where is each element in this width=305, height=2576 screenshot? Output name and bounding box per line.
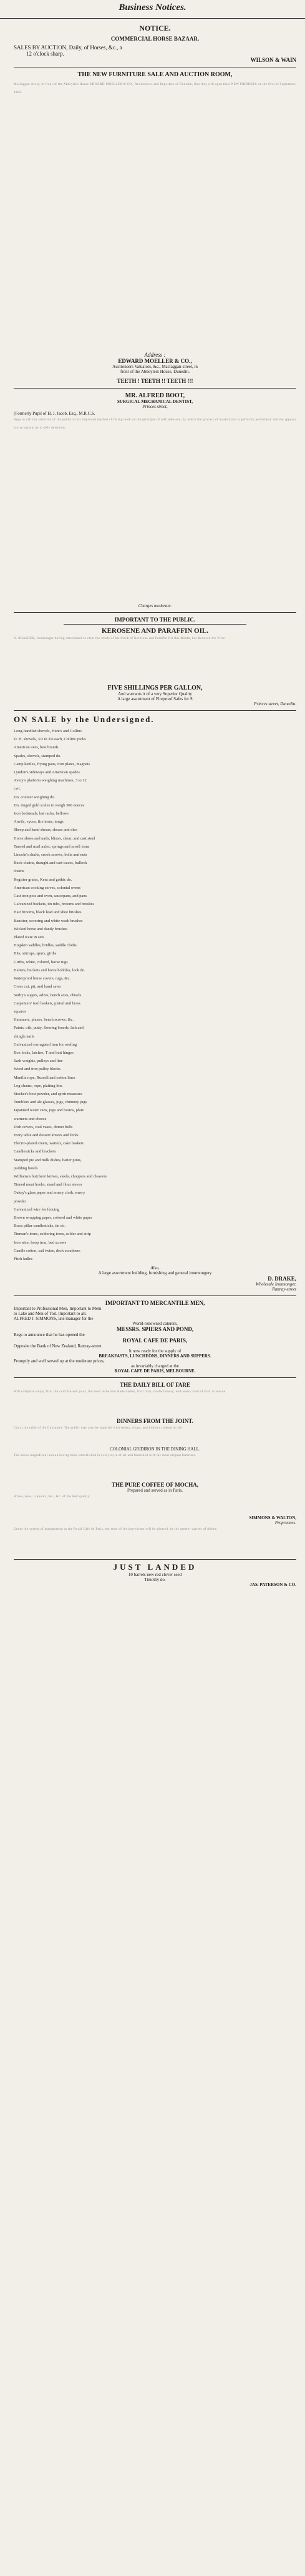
list-item: Sorby's augers, adzes, bench axes, chisels <box>14 993 82 998</box>
list-item: Spades, shovels, stamped do. <box>14 753 61 758</box>
bill-body1: Will comprise soups, fish, the cold dressed joint, the most recherché made dishes, fruit tarts, confectionery, with every kind of fruit in season. <box>14 1390 227 1394</box>
dentist-name: MR. ALFRED BOOT, <box>125 392 185 399</box>
list-item: Dish covers, coal vases, dinner bells <box>14 1124 73 1129</box>
mercantile-meals: BREAKFASTS, LUNCHEONS, DINNERS AND SUPPERS. <box>99 1354 211 1359</box>
divider <box>64 624 246 625</box>
notice-signature: WILSON & WAIN <box>250 57 296 63</box>
list-item: Hogskin saddles, bridles, saddle cloths <box>14 943 77 948</box>
list-item: warmers and cheese <box>14 1116 47 1121</box>
furniture-address-line2: front of the Abbeyleix House, Dunedin. <box>120 369 190 374</box>
list-item: Manilla rope, Russell and cotton lines <box>14 1075 75 1080</box>
list-item: Galvanized buckets, tin tubs, brooms and brushes <box>14 902 94 907</box>
list-item: Cross cut, pit, and hand saws <box>14 984 61 989</box>
mercantile-served: Promptly and well served up at the moderate prices, <box>14 1359 105 1364</box>
kerosene-important: IMPORTANT TO THE PUBLIC. <box>114 617 196 623</box>
landed-title: JUST LANDED <box>113 1562 197 1572</box>
bill-body2: Cut at the table of the Consumer. The public may also be supplied with steaks, chops, and kidneys cooked on the <box>14 1427 182 1430</box>
list-item: Galvanized wire for fencing <box>14 1207 60 1212</box>
list-item: Tinman's irons, soldering irons, solder and strip <box>14 1232 91 1237</box>
bill-coffee: THE PURE COFFEE OF MOCHA, <box>112 1482 198 1489</box>
kerosene-title: KEROSENE AND PARAFFIN OIL. <box>102 627 208 635</box>
list-item: Hammers, planes, bench screws, &c. <box>14 1018 74 1023</box>
kerosene-assortment: A large assortment of Fireproof Safes for S <box>117 696 193 701</box>
list-item: cwt. <box>14 786 21 791</box>
notice-line1: SALES BY AUCTION, Daily, of Horses, &c., a <box>14 44 122 51</box>
notice-line2: 12 o'clock sharp. <box>26 51 64 57</box>
dentist-charges: Charges moderate. <box>138 603 172 608</box>
list-item: Electro-plated cruets, waiters, cake baskets <box>14 1141 84 1146</box>
list-item: Stamped pie and milk dishes, batter pints, <box>14 1157 82 1162</box>
kerosene-warrant: And warrants it of a very Superior Quality <box>118 691 192 696</box>
bill-ad <box>14 1378 296 1560</box>
mercantile-opposite: Opposite the Bank of New Zealand, Rattray-street <box>14 1344 102 1349</box>
mercantile-cafe2: ROYAL CAFE DE PARIS, MELBOURNE. <box>114 1369 196 1374</box>
mercantile-ad <box>14 1296 296 1378</box>
bill-coffee-sub: Prepared and served as in Paris. <box>127 1488 183 1494</box>
dentist-pupil: (Formerly Pupil of H. J. Jacob, Esq., M.R.C.S. <box>14 411 95 416</box>
list-item: Ivory table and dessert knives and forks <box>14 1132 79 1137</box>
mercantile-begs: Begs to announce that he has opened the <box>14 1332 85 1338</box>
teeth-banner: TEETH ! TEETH !! TEETH !!! <box>117 378 193 384</box>
list-item: Bits, stirrups, spurs, girths <box>14 951 57 956</box>
list-item: Waterproof horse covers, rugs, &c. <box>14 976 70 981</box>
mercantile-title: IMPORTANT TO MERCANTILE MEN, <box>105 1300 205 1307</box>
landed-line1: 10 barrels new red clover seed <box>128 1572 182 1578</box>
kerosene-body: D. BRASHER, Ironmonger having determined to clear the whole of his Stock of Kerosene and Paraffin Oil this Month, has Reduced the Price <box>14 637 225 640</box>
list-item: Horse shoes and nails, blister, shear, and cast steel <box>14 836 95 841</box>
list-item: Sheep and hand shears, shears and dies <box>14 828 77 833</box>
list-item: Banister, scouring and white wash brushes <box>14 918 83 923</box>
mercantile-line1: Important to Professional Men, Important to Mem <box>14 1306 102 1312</box>
dentist-body: Begs to call the attention of the public to his improved method of fitting teeth on the principle of self adhesion, by which the process of mastication is perfectly performed, and the appearance so natural as to defy detection. <box>14 419 296 430</box>
sale-also-text: A large assortment building, furnishing and general ironmongery <box>98 1271 212 1276</box>
sale-item-list <box>14 727 296 1263</box>
kerosene-address: Princes street, Dunedin. <box>254 701 296 706</box>
list-item: Anvils, vyces, fire irons, tongs <box>14 820 64 825</box>
list-item: Long-handled shovels, Hunt's and Collins' <box>14 729 83 733</box>
list-item: Candle cotton, sail twine, deck scrubbers <box>14 1248 80 1253</box>
list-item: Candlesticks and brackets <box>14 1149 56 1154</box>
list-item: Lincoln's shafts, crook screws, bolts and nuts <box>14 853 87 858</box>
bill-title: THE DAILY BILL OF FARE <box>120 1382 190 1389</box>
mercantile-cafe: ROYAL CAFE DE PARIS, <box>122 1337 188 1344</box>
list-item: Cast iron pots and oven, saucepans, and pans <box>14 894 87 899</box>
list-item: Avery's platform weighing machines, 3 to 12 <box>14 778 87 783</box>
list-item: Brass pillar candlesticks, tin do. <box>14 1224 66 1229</box>
mercantile-supply: It now ready for the supply of <box>128 1349 182 1354</box>
list-item: Pitch ladles <box>14 1257 33 1261</box>
sale-sig-place: Rattray-street <box>272 1287 296 1292</box>
list-item: Williams's butchers' knives, steels, choppers and cleavers <box>14 1174 107 1179</box>
mercantile-firm: MESSRS. SPIERS AND POND, <box>116 1326 194 1333</box>
dentist-street: Princes street, <box>142 404 168 409</box>
list-item: pudding bowls <box>14 1166 38 1171</box>
list-item: Wood and iron pulley blocks <box>14 1067 61 1072</box>
notice-subhead: COMMERCIAL HORSE BAZAAR. <box>110 36 200 42</box>
list-item: Hair brooms, black lead and shoe brushes <box>14 910 82 915</box>
list-item: D. H. shovels, 3/2 to 3/6 each, Collins' picks <box>14 737 86 742</box>
list-item: Iron wire, hoop iron, bed screws <box>14 1240 67 1245</box>
furniture-title: THE NEW FURNITURE SALE AND AUCTION ROOM, <box>77 71 233 78</box>
section-header: Business Notices. <box>0 0 305 19</box>
list-item: Girths, white, colored, horse rugs <box>14 959 68 964</box>
notice-title: NOTICE. <box>139 24 171 32</box>
list-item: Halters, buckets and horse hobbles, lock do. <box>14 968 85 973</box>
list-item: shingle nails <box>14 1034 34 1039</box>
list-item: Tumblers and ale glasses, jugs, chimney jugs <box>14 1100 87 1105</box>
list-item: Lyndon's sideways and American spades <box>14 770 80 775</box>
list-item: Iron bedsteads, hat racks, bellows <box>14 811 69 816</box>
list-item: Wicked horse and dandy brushes <box>14 926 67 931</box>
list-item: Galvanized corrugated iron for roofing <box>14 1042 77 1047</box>
bill-signature: SIMMONS & WALTON, <box>249 1515 296 1521</box>
list-item: squares <box>14 1009 26 1014</box>
sale-sig-role: Wholesale Ironmonger, <box>255 1282 296 1287</box>
list-item: Carpenters' tool baskets, plated and brass <box>14 1001 80 1006</box>
dentist-title: SURGICAL MECHANICAL DENTIST, <box>117 399 193 404</box>
sale-ad <box>14 711 296 1296</box>
sale-also: Also, <box>150 1266 160 1271</box>
list-item: American cooking stoves, colonial ovens <box>14 885 81 890</box>
furniture-address-line1: Auctioneers Valuators, &c., Maclaggan-street, in <box>112 364 198 369</box>
furniture-address-name: EDWARD MOELLER & CO., <box>118 358 192 364</box>
sale-title: ON SALE by the Undersigned. <box>14 715 155 724</box>
bill-gridiron: COLONIAL GRIDIRON IN THE DINING HALL. <box>110 1447 200 1452</box>
list-item: Camp kettles, frying pans, iron plates, magnets <box>14 761 90 766</box>
notice-ad <box>14 19 296 67</box>
mercantile-name: ALFRED J. SIMMONS, late manager for the <box>14 1316 94 1322</box>
mercantile-line2: to Lake and Men of Toil. Important to all. <box>14 1311 87 1317</box>
list-item: American axes, best brands <box>14 745 59 750</box>
list-item: Log chains, rope, plaiting line <box>14 1083 62 1088</box>
list-item: Do. ringed gold scales to weigh 300 ounces <box>14 803 85 808</box>
mercantile-name2: World-renowned caterers, <box>132 1321 178 1327</box>
kerosene-price: FIVE SHILLINGS PER GALLON, <box>107 685 203 691</box>
list-item: Register grates, Kent and gothic do. <box>14 877 72 882</box>
list-item: Japanned water cans, jugs and basins, plate <box>14 1108 84 1113</box>
list-item: powder <box>14 1199 26 1204</box>
list-item: Sash weights, pulleys and line <box>14 1059 63 1064</box>
mercantile-charged: as invariably charged at the <box>131 1364 179 1369</box>
bill-body5: Under the system of management at the Royal Cafe de Paris, the taste of the bon-vivant will be pleased, by the greater variety of dishes. <box>14 1528 218 1532</box>
list-item: Turned and mail axles, springs and scroll irons <box>14 844 90 849</box>
dentist-ad <box>14 389 296 613</box>
sale-signature: D. DRAKE, <box>268 1276 296 1282</box>
bill-body3: The above magnificent saloon having been embellished in every style of art and furnished with the most elegant furniture. <box>14 1454 196 1458</box>
furniture-address-label: Address : <box>144 352 166 358</box>
list-item: Box locks, latches, T and butt hinges <box>14 1050 74 1055</box>
kerosene-ad <box>14 613 296 711</box>
list-item: Paints, oils, putty, flooring boards, lath and <box>14 1026 84 1031</box>
furniture-ad <box>14 67 296 389</box>
landed-ad <box>14 1560 296 1590</box>
bill-body4: Wines, Ales, Liqueurs, &c., &c. of the best quality. <box>14 1495 90 1499</box>
list-item: Stocker's best powder, and spirit measures <box>14 1091 82 1096</box>
list-item: Do. counter weighing do. <box>14 795 56 800</box>
furniture-body: Maclaggan-street, in front of the Abbeyleix House EDWARD MOELLER & CO., Auctioneers and Importers of Dunedin, that they will open their NEW PREMISES on the first of September, 1862. <box>14 83 296 95</box>
bill-dinners: DINNERS FROM THE JOINT. <box>117 1418 193 1425</box>
list-item: Brown wrapping paper, colored and white paper <box>14 1215 92 1220</box>
list-item: Oakey's glass paper and emery cloth, emery <box>14 1191 85 1196</box>
list-item: Buck-chains, draught and cart traces, bullock <box>14 861 87 866</box>
list-item: Plated ware in sets <box>14 935 44 940</box>
list-item: chains <box>14 869 24 874</box>
bill-sig-role: Proprietors. <box>274 1520 296 1526</box>
list-item: Tinned meat hooks, stand and flour sieves <box>14 1182 82 1187</box>
landed-line2: Timothy do. <box>144 1577 166 1583</box>
landed-signature: JAS. PATERSON & CO. <box>249 1582 296 1588</box>
